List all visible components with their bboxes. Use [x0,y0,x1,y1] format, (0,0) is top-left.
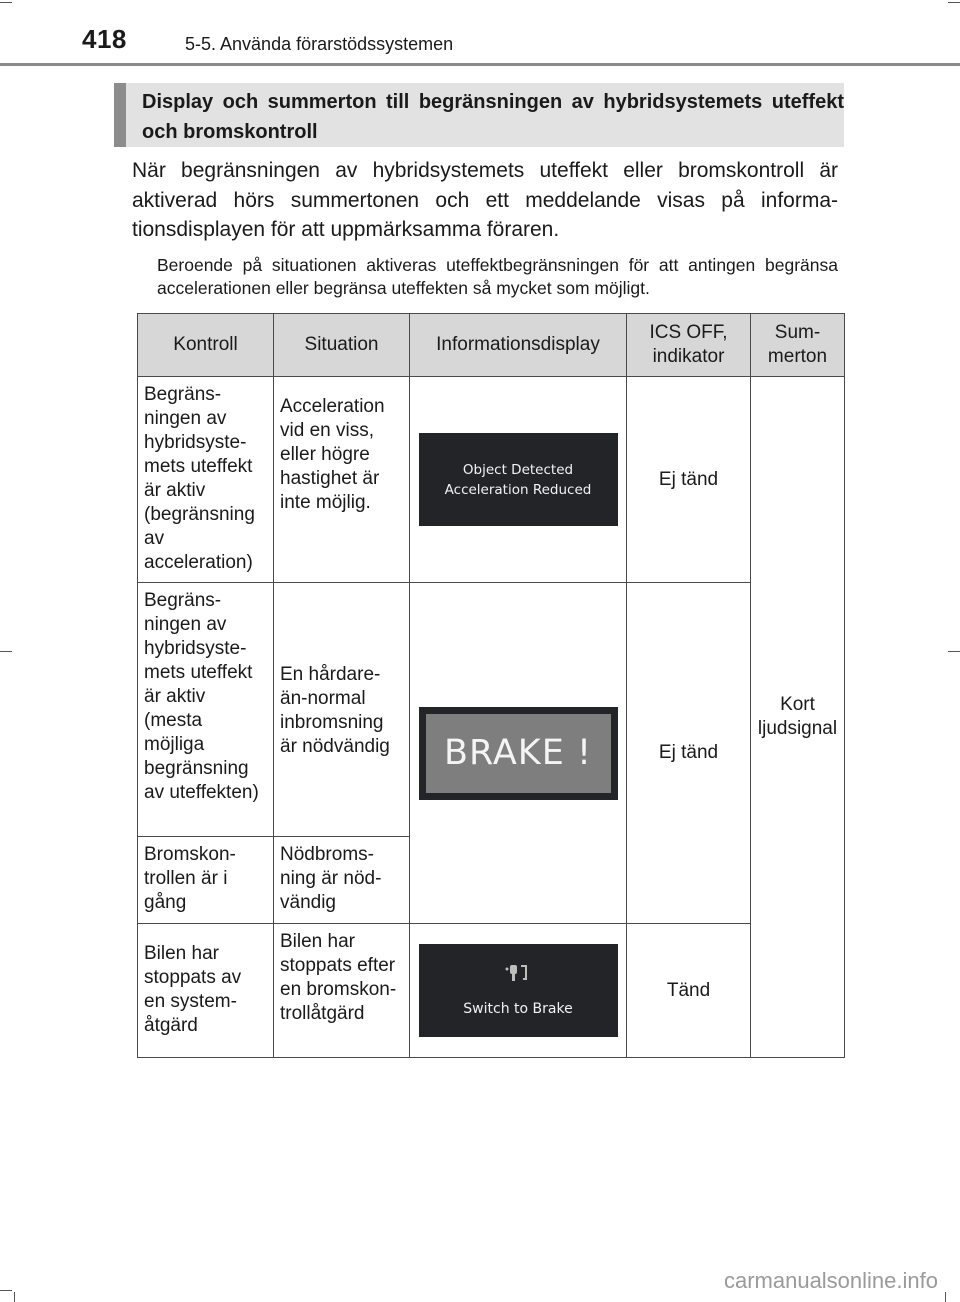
cell-summer: Kort ljudsignal [751,377,845,1058]
cell-situation: Nödbromsning är nödvändig [274,837,410,924]
display-object-detected [419,433,618,526]
col-header-situation: Situation [274,314,410,377]
cell-display [410,924,627,1058]
display-switch-to-brake [419,944,618,1037]
section-title: Display och summerton till begränsningen av hybridsystemets uteffekt och bromskontroll [142,91,844,143]
cell-display [410,583,627,924]
cell-ics: Ej tänd [627,583,751,924]
cell-kontroll: Begränsningen av hybridsystemets uteffekt är aktiv (mesta möjliga begränsning av uteffekten) [138,583,274,837]
col-header-summer: Summerton [751,314,845,377]
crop-mark [14,1292,15,1302]
section-heading-box [114,83,844,147]
crop-mark [948,651,960,652]
table-row [138,924,845,1058]
header-rule [0,63,960,66]
table-row [138,583,845,837]
cell-situation: Bilen har stoppats efter en bromskontrollåtgärd [274,924,410,1058]
display-brake [419,707,618,800]
cell-kontroll: Bromskontrollen är i gång [138,837,274,924]
cell-display [410,377,627,583]
crop-mark [0,651,12,652]
chapter-title: 5-5. Använda förarstödssystemen [185,34,454,54]
display-line: Switch to Brake [463,1001,573,1017]
cell-ics: Tänd [627,924,751,1058]
brake-warning-text: BRAKE ! [426,714,611,793]
brake-pedal-icon [504,963,532,988]
intro-paragraph: När begränsningen av hybridsystemets uteffekt eller bromskontroll är aktiverad hörs summertonen och ett meddelande visas på informationsdisplayen för att uppmärksamma föraren. [132,159,838,241]
warning-table [137,313,845,1058]
crop-mark [945,1292,946,1302]
watermark: carmanualsonline.info [723,1268,938,1293]
table-header-row [138,314,845,377]
page-number: 418 [82,24,127,54]
display-line: Object Detected [462,461,574,478]
table-row [138,377,845,583]
cell-situation: Acceleration vid en viss, eller högre hastighet är inte möjlig. [274,377,410,583]
display-line: Acceleration Reduced [444,481,592,498]
col-header-display: Informationsdisplay [410,314,627,377]
col-header-kontroll: Kontroll [138,314,274,377]
col-header-ics: ICS OFF, indikator [627,314,751,377]
note-paragraph: Beroende på situationen aktiveras uteffektbegränsningen för att antingen begränsa accelerationen eller begränsa uteffekten så mycket som möjligt. [157,255,838,298]
cell-kontroll: Bilen har stoppats av en systemåtgärd [138,924,274,1058]
cell-kontroll: Begränsningen av hybridsystemets uteffekt är aktiv (begränsning av acceleration) [138,377,274,583]
cell-ics: Ej tänd [627,377,751,583]
cell-situation: En hårdare-än-normal inbromsning är nödvändig [274,583,410,837]
crop-mark [0,1290,12,1291]
crop-mark [0,2,12,3]
crop-mark [948,2,960,3]
